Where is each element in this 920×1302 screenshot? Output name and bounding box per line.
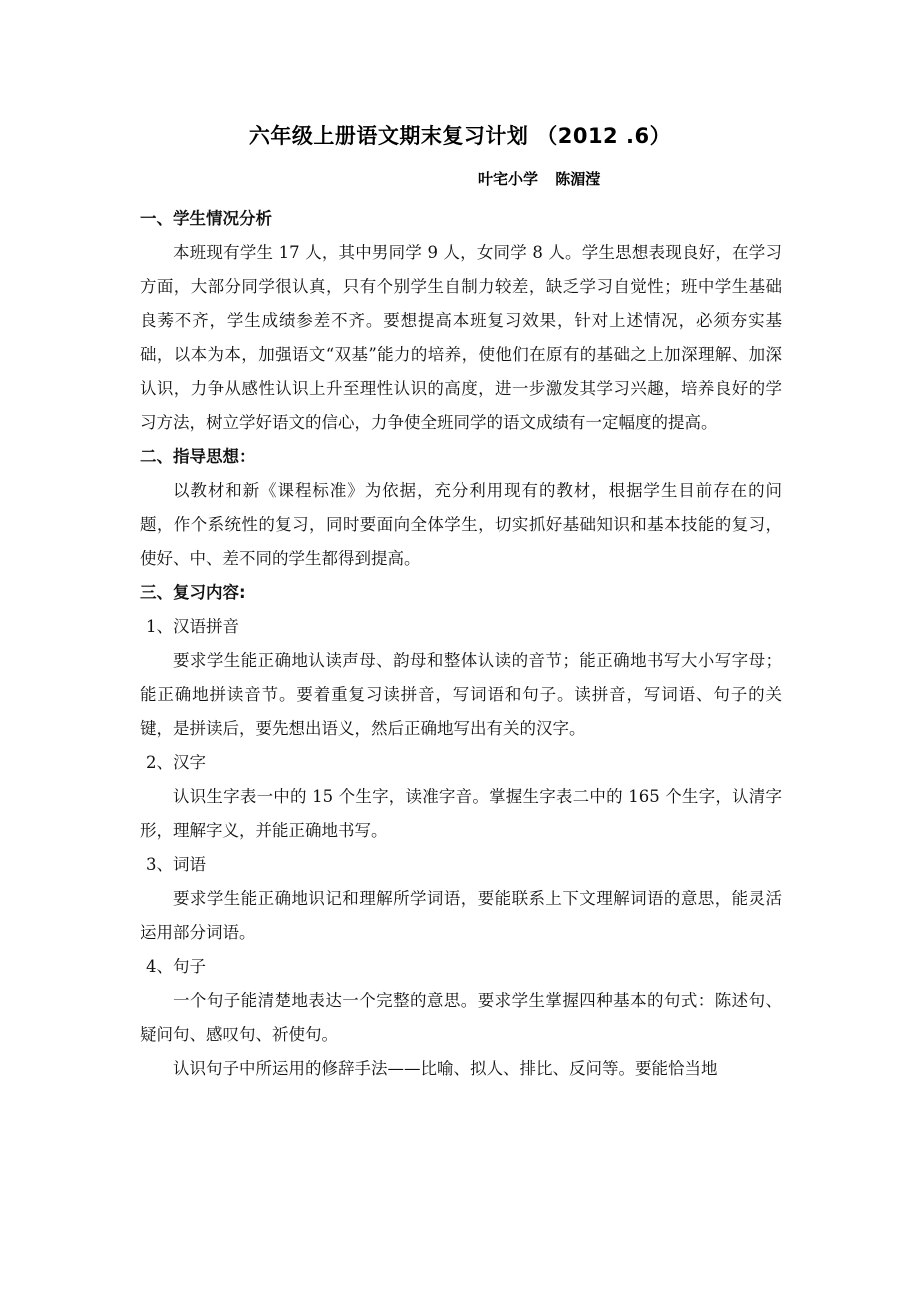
document-body	[140, 202, 782, 1086]
subsection-label: 2、汉字	[146, 753, 206, 772]
paragraph: 一个句子能清楚地表达一个完整的意思。要求学生掌握四种基本的句式：陈述句、疑问句、感叹句、祈使句。	[140, 991, 782, 1044]
section-heading: 三、复习内容:	[140, 583, 246, 602]
paragraph: 要求学生能正确地识记和理解所学词语，要能联系上下文理解词语的意思，能灵活运用部分词语。	[140, 889, 782, 942]
paragraph: 本班现有学生 17 人，其中男同学 9 人，女同学 8 人。学生思想表现良好，在学习方面，大部分同学很认真，只有个别学生自制力较差，缺乏学习自觉性；班中学生基础良莠不齐，学生成绩参差不齐。要想提高本班复习效果，针对上述情况，必须夯实基础，以本为本，加强语文“双基”能力的培养，使他们在原有的基础之上加深理解、加深认识，力争从感性认识上升至理性认识的高度，进一步激发其学习兴趣，培养良好的学习方法，树立学好语文的信心，力争使全班同学的语文成绩有一定幅度的提高。	[140, 243, 782, 432]
author-line: 叶宅小学 陈湄滢	[478, 170, 601, 188]
subsection-label: 4、句子	[146, 957, 206, 976]
paragraph: 认识生字表一中的 15 个生字，读准字音。掌握生字表二中的 165 个生字，认清字形，理解字义，并能正确地书写。	[140, 787, 782, 840]
subsection-label: 3、词语	[146, 855, 206, 874]
document-title: 六年级上册语文期末复习计划 （2012 .6）	[248, 124, 672, 148]
section-heading: 一、学生情况分析	[140, 209, 272, 228]
paragraph: 以教材和新《课程标准》为依据，充分利用现有的教材，根据学生目前存在的问题，作个系统性的复习，同时要面向全体学生，切实抓好基础知识和基本技能的复习，使好、中、差不同的学生都得到提高。	[140, 481, 782, 568]
paragraph: 认识句子中所运用的修辞手法——比喻、拟人、排比、反问等。要能恰当地	[173, 1059, 718, 1078]
section-heading: 二、指导思想：	[140, 447, 256, 466]
paragraph: 要求学生能正确地认读声母、韵母和整体认读的音节；能正确地书写大小写字母；能正确地拼读音节。要着重复习读拼音，写词语和句子。读拼音，写词语、句子的关键，是拼读后，要先想出语义，然后正确地写出有关的汉字。	[140, 651, 782, 738]
subsection-label: 1、汉语拼音	[146, 617, 239, 636]
